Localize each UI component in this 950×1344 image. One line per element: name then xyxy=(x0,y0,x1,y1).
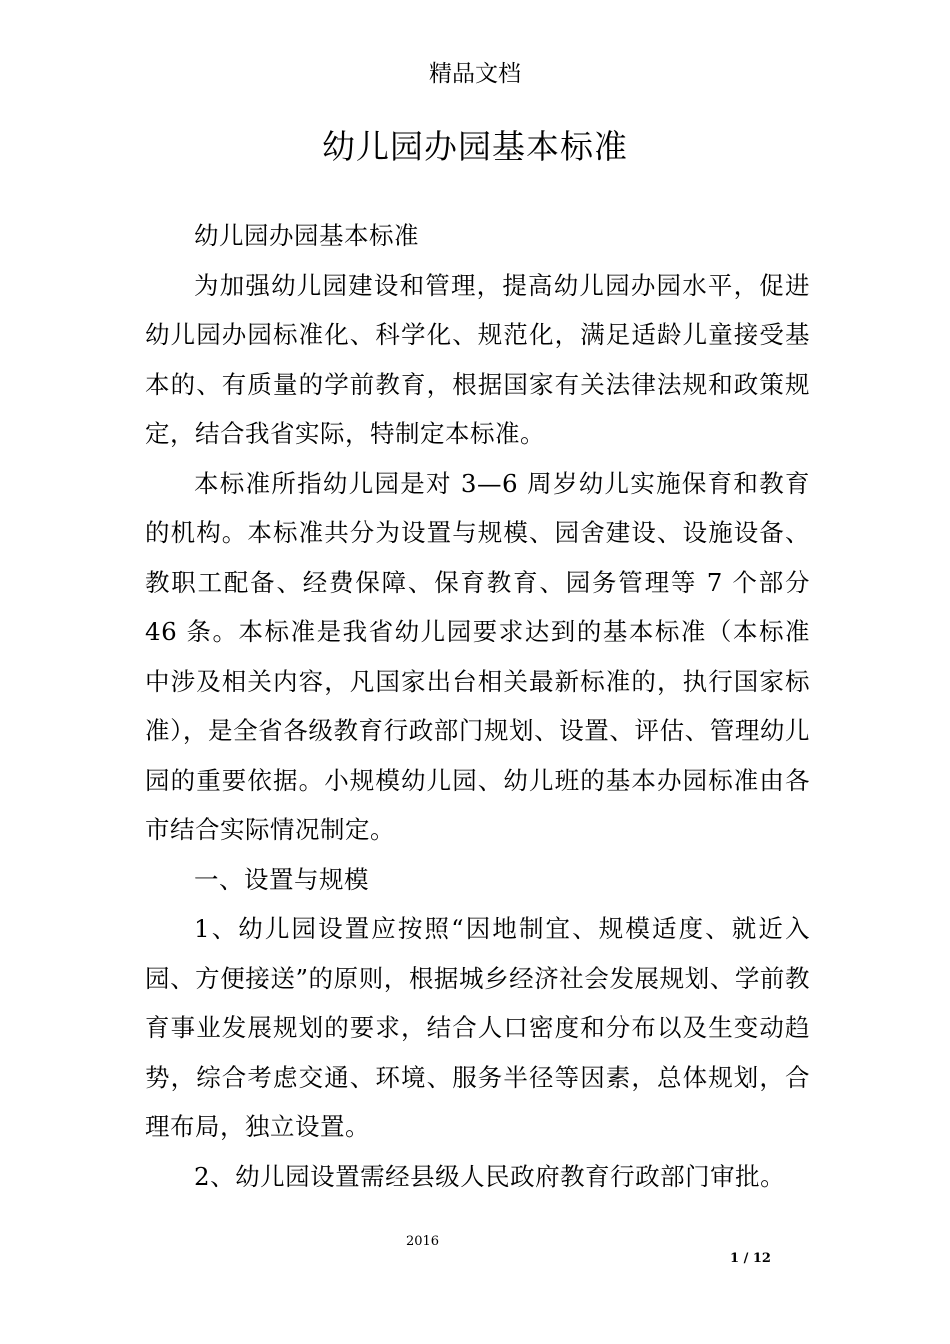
document-body xyxy=(145,211,810,1201)
document-title: 幼儿园办园基本标准 xyxy=(322,127,628,167)
section-heading: 幼儿园办园基本标准 xyxy=(194,221,419,250)
page-header: 精品文档 xyxy=(429,61,521,87)
body-paragraph: 1、幼儿园设置应按照“因地制宜、规模适度、就近入园、方便接送”的原则，根据城乡经济社会发展规划、学前教育事业发展规划的要求，结合人口密度和分布以及生变动趋势，综合考虑交通、环境、服务半径等因素，总体规划，合理布局，独立设置。 xyxy=(145,914,810,1141)
footer-year: 2016 xyxy=(405,1234,440,1249)
page-number: 1 / 12 xyxy=(730,1251,771,1266)
body-paragraph: 2、幼儿园设置需经县级人民政府教育行政部门审批。 xyxy=(194,1161,786,1191)
body-paragraph: 本标准所指幼儿园是对 3—6 周岁幼儿实施保育和教育的机构。本标准共分为设置与规模、园舍建设、设施设备、教职工配备、经费保障、保育教育、园务管理等 7 个部分 46 条。本标准是我省幼儿园要求达到的基本标准（本标准中涉及相关内容，凡国家出台相关最新标准的，执行国家标准），是全省各级教育行政部门规划、设置、评估、管理幼儿园的重要依据。小规模幼儿园、幼儿班的基本办园标准由各市结合实际情况制定。 xyxy=(145,468,810,844)
section-heading: 一、设置与规模 xyxy=(194,864,369,894)
body-paragraph: 为加强幼儿园建设和管理，提高幼儿园办园水平，促进幼儿园办园标准化、科学化、规范化，满足适龄儿童接受基本的、有质量的学前教育，根据国家有关法律法规和政策规定，结合我省实际，特制定本标准。 xyxy=(145,270,810,448)
